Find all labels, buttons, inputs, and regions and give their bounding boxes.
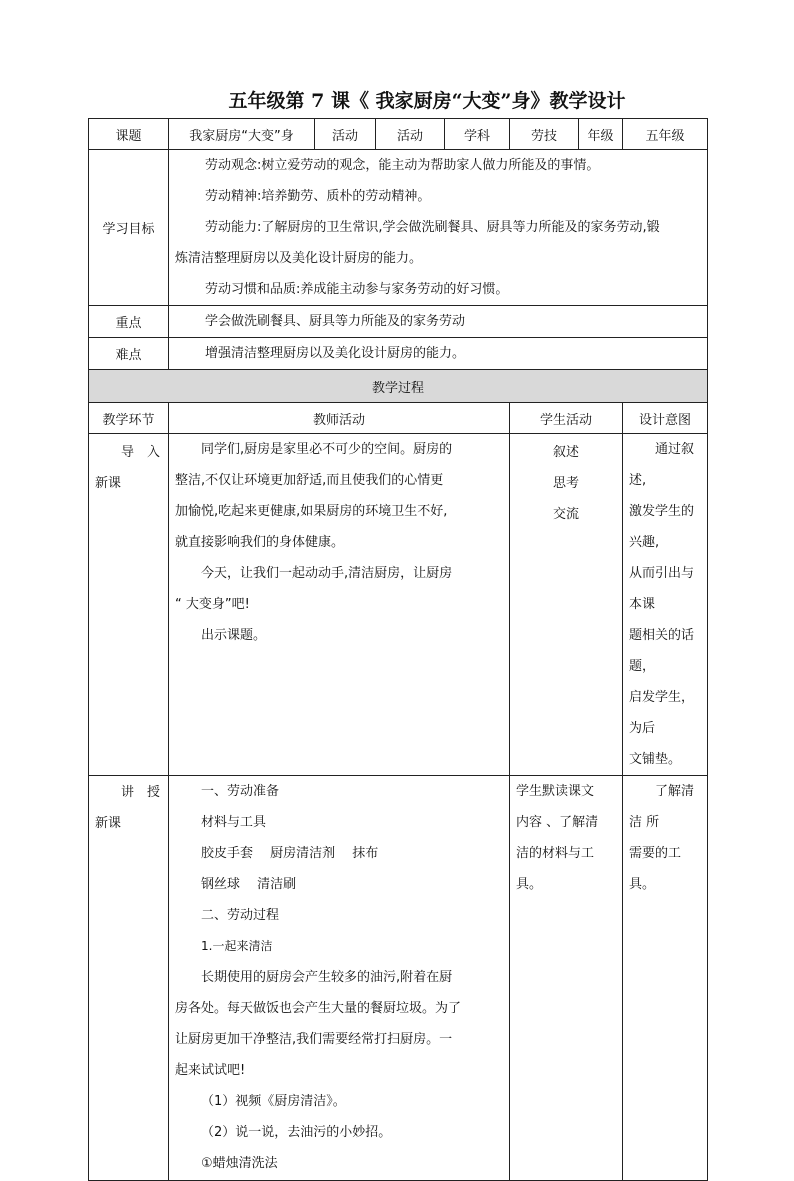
- key-point-row: [89, 306, 708, 338]
- column-header-intent: 设计意图: [623, 403, 708, 434]
- process-header-row: [89, 370, 708, 403]
- info-row: [89, 119, 708, 150]
- objective-item: 劳动精神:培养勤劳、质朴的劳动精神。: [205, 189, 431, 204]
- key-point-text: 学会做洗刷餐具、厨具等力所能及的家务劳动: [205, 314, 466, 329]
- lecture-stage: 讲 授 新课: [89, 776, 169, 1181]
- type-label: 活动: [315, 119, 376, 150]
- objective-item: 劳动观念:树立爱劳动的观念，能主动为帮助家人做力所能及的事情。: [205, 158, 600, 173]
- intro-student-activity: 叙述 思考 交流: [510, 434, 623, 776]
- column-header-student: 学生活动: [510, 403, 623, 434]
- document-title: 五年级第 7 课《 我家厨房“大变”身》教学设计: [228, 90, 626, 112]
- objective-item: 劳动能力:了解厨房的卫生常识,学会做洗刷餐具、厨具等力所能及的家务劳动,锻: [205, 220, 660, 235]
- intro-stage: 导 入 新课: [89, 434, 169, 776]
- objective-item: 炼清洁整理厨房以及美化设计厨房的能力。: [175, 251, 423, 266]
- intro-teacher-activity: 同学们,厨房是家里必不可少的空间。厨房的 整洁,不仅让环境更加舒适,而且使我们的心情更 加愉悦,吃起来更健康,如果厨房的环境卫生不好, 就直接影响我们的身体健康。 今天，让我们一起动动手,清洁厨房，让厨房 “ 大变身”吧! 出示课题。: [169, 434, 510, 776]
- topic-label: 课题: [89, 119, 169, 150]
- type-value: 活动: [376, 119, 445, 150]
- grade-value: 五年级: [623, 119, 708, 150]
- lecture-design-intent: 了解清洁 所 需要的工具。: [623, 776, 708, 1181]
- column-header-stage: 教学环节: [89, 403, 169, 434]
- objectives-label: 学习目标: [89, 150, 169, 306]
- subject-value: 劳技: [510, 119, 579, 150]
- lecture-row: [89, 776, 708, 1181]
- topic-value: 我家厨房“大变”身: [169, 119, 315, 150]
- difficulty-label: 难点: [89, 338, 169, 370]
- objectives-content: [169, 150, 708, 306]
- difficulty-text: 增强清洁整理厨房以及美化设计厨房的能力。: [205, 346, 466, 361]
- lecture-student-activity: 学生默读课文 内容 、了解清 洁的材料与工 具。: [510, 776, 623, 1181]
- key-point-label: 重点: [89, 306, 169, 338]
- column-header-row: [89, 403, 708, 434]
- column-header-teacher: 教师活动: [169, 403, 510, 434]
- lesson-plan-table: [88, 118, 708, 1181]
- process-header: 教学过程: [89, 370, 708, 403]
- intro-row: [89, 434, 708, 776]
- grade-label: 年级: [579, 119, 623, 150]
- difficulty-row: [89, 338, 708, 370]
- subject-label: 学科: [445, 119, 510, 150]
- objective-item: 劳动习惯和品质:养成能主动参与家务劳动的好习惯。: [205, 282, 509, 297]
- lecture-teacher-activity: 一、劳动准备 材料与工具 胶皮手套 厨房清洁剂 抹布 钢丝球 清洁刷 二、劳动过程 1.一起来清洁 长期使用的厨房会产生较多的油污,附着在厨 房各处。每天做饭也会产生大量的餐厨垃圾。为了 让厨房更加干净整洁,我们需要经常打扫厨房。一 起来试试吧! （1）视频《厨房清洁》。 （2）说一说，去油污的小妙招。 ①蜡烛清洗法: [169, 776, 510, 1181]
- intro-design-intent: 通过叙述, 激发学生的兴趣, 从而引出与本课 题相关的话题， 启发学生，为后 文铺垫。: [623, 434, 708, 776]
- objectives-row: [89, 150, 708, 306]
